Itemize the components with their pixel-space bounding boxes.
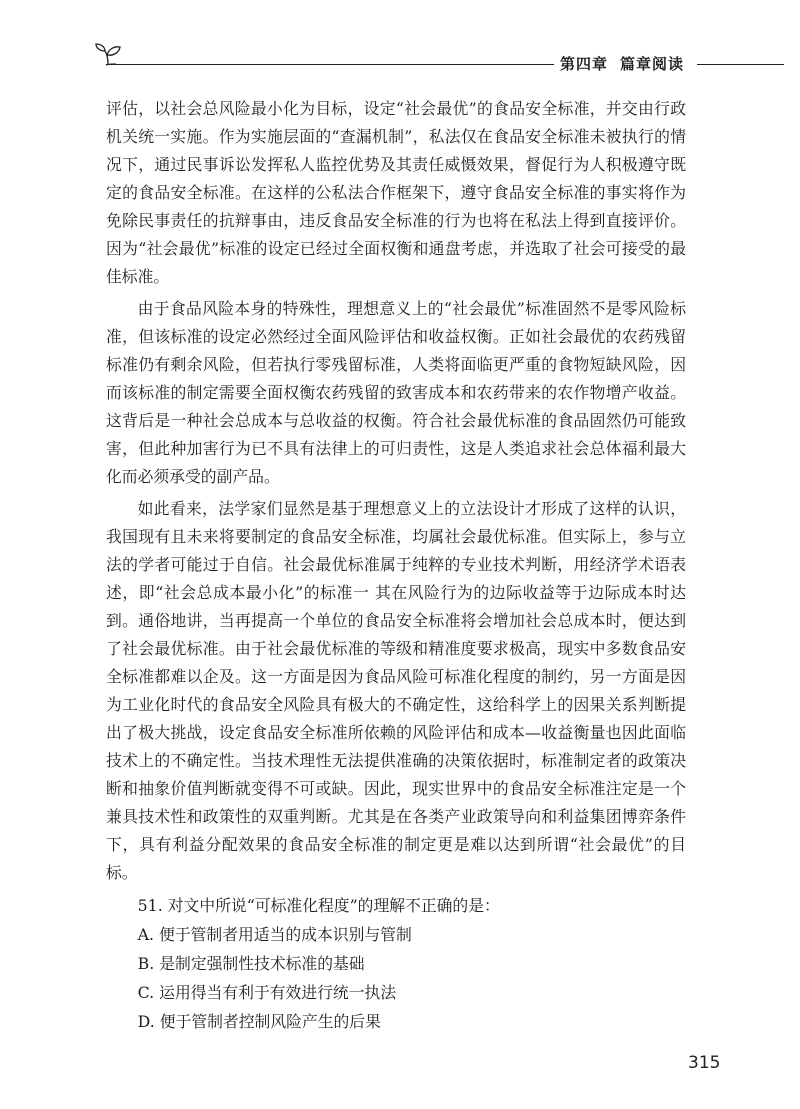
header-rule-right [697, 64, 784, 65]
section-title: 篇章阅读 [620, 55, 685, 73]
question-block [106, 891, 686, 1036]
running-header [94, 40, 784, 80]
option-b: B. 是制定强制性技术标准的基础 [137, 954, 365, 973]
option-d: D. 便于管制者控制风险产生的后果 [137, 1012, 381, 1031]
paragraph: 评估，以社会总风险最小化为目标，设定“社会最优”的食品安全标准，并交由行政机关统一实施。作为实施层面的“查漏机制”，私法仅在食品安全标准未被执行的情况下，通过民事诉讼发挥私人监控优势及其责任威慑效果，督促行为人积极遵守既定的食品安全标准。在这样的公私法合作框架下，遵守食品安全标准的事实将作为免除民事责任的抗辩事由，违反食品安全标准的行为也将在私法上得到直接评价。因为“社会最优”标准的设定已经过全面权衡和通盘考虑，并选取了社会可接受的最佳标准。 [106, 99, 686, 286]
header-rule-left [106, 64, 554, 65]
page-number: 315 [688, 1053, 721, 1073]
option-c: C. 运用得当有利于有效进行统一执法 [137, 983, 397, 1002]
article-body [106, 95, 686, 1036]
chapter-title [560, 53, 684, 74]
sprout-icon [94, 40, 124, 70]
chapter-number: 第四章 [560, 55, 609, 73]
paragraph: 由于食品风险本身的特殊性，理想意义上的“社会最优”标准固然不是零风险标准，但该标准的设定必然经过全面风险评估和收益权衡。正如社会最优的农药残留标准仍有剩余风险，但若执行零残留标准，人类将面临更严重的食物短缺风险，因而该标准的制定需要全面权衡农药残留的致害成本和农药带来的农作物增产收益。这背后是一种社会总成本与总收益的权衡。符合社会最优标准的食品固然仍可能致害，但此种加害行为已不具有法律上的可归责性，这是人类追求社会总体福利最大化而必须承受的副产品。 [106, 299, 686, 486]
paragraph: 如此看来，法学家们显然是基于理想意义上的立法设计才形成了这样的认识，我国现有且未来将要制定的食品安全标准，均属社会最优标准。但实际上，参与立法的学者可能过于自信。社会最优标准属于纯粹的专业技术判断，用经济学术语表述，即“社会总成本最小化”的标准一 其在风险行为的边际收益等于边际成本时达到。通俗地讲，当再提高一个单位的食品安全标准将会增加社会总成本时，便达到了社会最优标准。由于社会最优标准的等级和精准度要求极高，现实中多数食品安全标准都难以企及。这一方面是因为食品风险可标准化程度的制约，另一方面是因为工业化时代的食品安全风险具有极大的不确定性，这给科学上的因果关系判断提出了极大挑战，设定食品安全标准所依赖的风险评估和成本—收益衡量也因此面临技术上的不确定性。当技术理性无法提供准确的决策依据时，标准制定者的政策决断和抽象价值判断就变得不可或缺。因此，现实世界中的食品安全标准注定是一个兼具技术性和政策性的双重判断。尤其是在各类产业政策导向和利益集团博弈条件下，具有利益分配效果的食品安全标准的制定更是难以达到所谓“社会最优”的目标。 [106, 499, 686, 882]
question-stem: 51. 对文中所说“可标准化程度”的理解不正确的是： [137, 896, 500, 915]
option-a: A. 便于管制者用适当的成本识别与管制 [137, 925, 412, 944]
